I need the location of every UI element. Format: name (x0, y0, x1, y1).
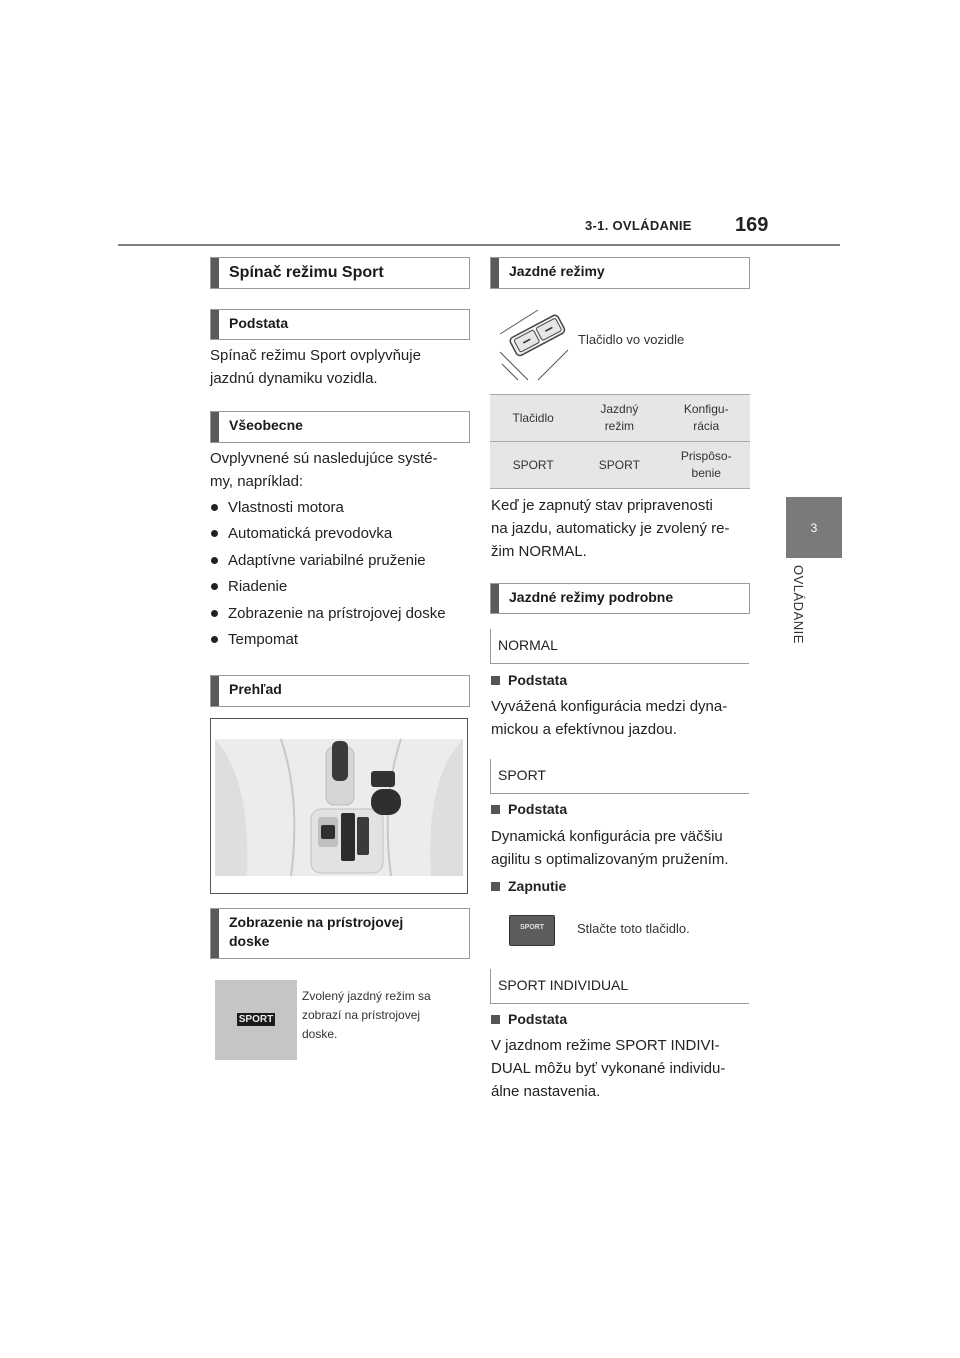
instrument-display-image (215, 980, 297, 1060)
mode-title: SPORT INDIVIDUAL (498, 977, 629, 993)
heading-bar (491, 258, 499, 288)
table-header-cell (576, 395, 662, 442)
paragraph-line: V jazdnom režime SPORT INDIVI- (491, 1037, 720, 1054)
mode-heading-sport (490, 759, 749, 794)
paragraph-line: Vyvážená konfigurácia medzi dyna- (491, 698, 728, 715)
paragraph-line: my, napríklad: (210, 473, 304, 490)
subsection-heading-podstata (210, 309, 470, 340)
subsection-title: Prehľad (229, 681, 282, 697)
list-item (211, 524, 392, 544)
paragraph-line: jazdnú dynamiku vozidla. (210, 370, 378, 387)
bullet-icon (211, 583, 218, 590)
subsection-heading-zobrazenie (210, 908, 470, 959)
heading-bar (211, 412, 219, 442)
heading-bar (491, 584, 499, 613)
subheading-text: Podstata (508, 672, 568, 688)
header-line: Jazdný (600, 402, 639, 416)
subsection-title: Jazdné režimy (509, 263, 605, 279)
list-item (211, 630, 298, 650)
list-item-text: Vlastnosti motora (228, 499, 344, 516)
bullet-icon (211, 610, 218, 617)
paragraph-line: mickou a efektívnou jazdou. (491, 721, 677, 738)
subsection-title: Podstata (229, 315, 289, 331)
list-item-text: Riadenie (228, 578, 288, 595)
list-item-text: Adaptívne variabilné pruženie (228, 552, 426, 569)
list-item (211, 551, 426, 571)
header-line: Konfigu- (683, 402, 729, 416)
list-item (211, 577, 287, 597)
table-header-cell: Tlačidlo (490, 395, 576, 442)
heading-rule (490, 629, 491, 663)
square-bullet-icon (491, 805, 500, 814)
buttons-drawing (498, 304, 576, 382)
subsection-title-line: doske (229, 933, 270, 949)
paragraph-line: Keď je zapnutý stav pripravenosti (491, 497, 713, 514)
bullet-icon (211, 557, 218, 564)
heading-bar (211, 310, 219, 339)
caption-line: doske. (302, 1027, 338, 1041)
sport-display-badge: SPORT (238, 1014, 274, 1025)
list-item-text: Automatická prevodovka (228, 525, 393, 542)
paragraph-line: Spínač režimu Sport ovplyvňuje (210, 347, 421, 364)
subsection-title-line: Zobrazenie na prístrojovej (229, 914, 404, 930)
subheading-text: Podstata (508, 801, 568, 817)
bullet-icon (211, 636, 218, 643)
paragraph-line: álne nastavenia. (491, 1083, 601, 1100)
list-item (211, 604, 446, 624)
mode-title: SPORT (498, 767, 546, 783)
subheading (491, 878, 566, 894)
square-bullet-icon (491, 676, 500, 685)
cell-line: benie (691, 466, 721, 480)
subsection-title: Jazdné režimy podrobne (509, 589, 674, 605)
list-item-text: Tempomat (228, 631, 299, 648)
chapter-tab: 3 (786, 497, 842, 558)
bullet-icon (211, 530, 218, 537)
subsection-heading-prehlad (210, 675, 470, 707)
paragraph-line: agilitu s optimalizovaným pružením. (491, 851, 729, 868)
table-header-row (490, 395, 750, 442)
paragraph-line: Dynamická konfigurácia pre väčšiu (491, 828, 723, 845)
paragraph-line: na jazdu, automaticky je zvolený re- (491, 520, 730, 537)
subsection-heading-detail (490, 583, 750, 614)
square-bullet-icon (491, 882, 500, 891)
square-bullet-icon (491, 1015, 500, 1024)
center-console-illustration (210, 718, 468, 894)
heading-rule (490, 759, 491, 793)
subheading-text: Podstata (508, 1011, 568, 1027)
button-caption: Tlačidlo vo vozidle (578, 332, 685, 347)
subsection-title: Všeobecne (229, 417, 303, 433)
subheading (491, 1011, 567, 1027)
header-divider (118, 244, 840, 246)
sport-button-caption: Stlačte toto tlačidlo. (577, 921, 690, 936)
section-title: Spínač režimu Sport (229, 264, 384, 281)
mode-heading-sport-individual (490, 969, 749, 1004)
list-item-text: Zobrazenie na prístrojovej doske (228, 605, 446, 622)
subheading (491, 801, 567, 817)
heading-bar (211, 258, 219, 288)
bullet-icon (211, 504, 218, 511)
console-drawing (211, 719, 467, 893)
paragraph-line: žim NORMAL. (491, 543, 587, 560)
cell-line: Prispôso- (680, 449, 732, 463)
drive-modes-table (490, 394, 750, 489)
paragraph-line: DUAL môžu byť vykonané individu- (491, 1060, 726, 1077)
subsection-heading-jazdne-rezimy (490, 257, 750, 289)
chapter-heading: 3-1. OVLÁDANIE (585, 218, 692, 233)
table-cell: SPORT (490, 442, 576, 489)
heading-bar (211, 909, 219, 958)
subsection-heading-vseobecne (210, 411, 470, 443)
page-number: 169 (735, 214, 769, 236)
subheading-text: Zapnutie (508, 878, 567, 894)
heading-rule (490, 969, 491, 1003)
paragraph-line: Ovplyvnené sú nasledujúce systé- (210, 450, 438, 467)
caption-line: Zvolený jazdný režim sa (302, 989, 431, 1003)
sport-button-image (509, 915, 555, 946)
table-cell: SPORT (576, 442, 662, 489)
caption-line: zobrazí na prístrojovej (302, 1008, 421, 1022)
header-line: rácia (693, 419, 720, 433)
table-row (490, 442, 750, 489)
heading-bar (211, 676, 219, 706)
table-cell (662, 442, 750, 489)
list-item (211, 498, 344, 518)
chapter-tab-label: OVLÁDANIE (791, 565, 806, 644)
drive-mode-buttons-illustration (498, 304, 576, 382)
mode-heading-normal (490, 629, 749, 664)
section-heading-sport-switch (210, 257, 470, 289)
mode-title: NORMAL (498, 637, 558, 653)
table-header-cell (662, 395, 750, 442)
subheading (491, 672, 567, 688)
header-line: režim (604, 419, 635, 433)
sport-button-label: SPORT (519, 924, 545, 931)
